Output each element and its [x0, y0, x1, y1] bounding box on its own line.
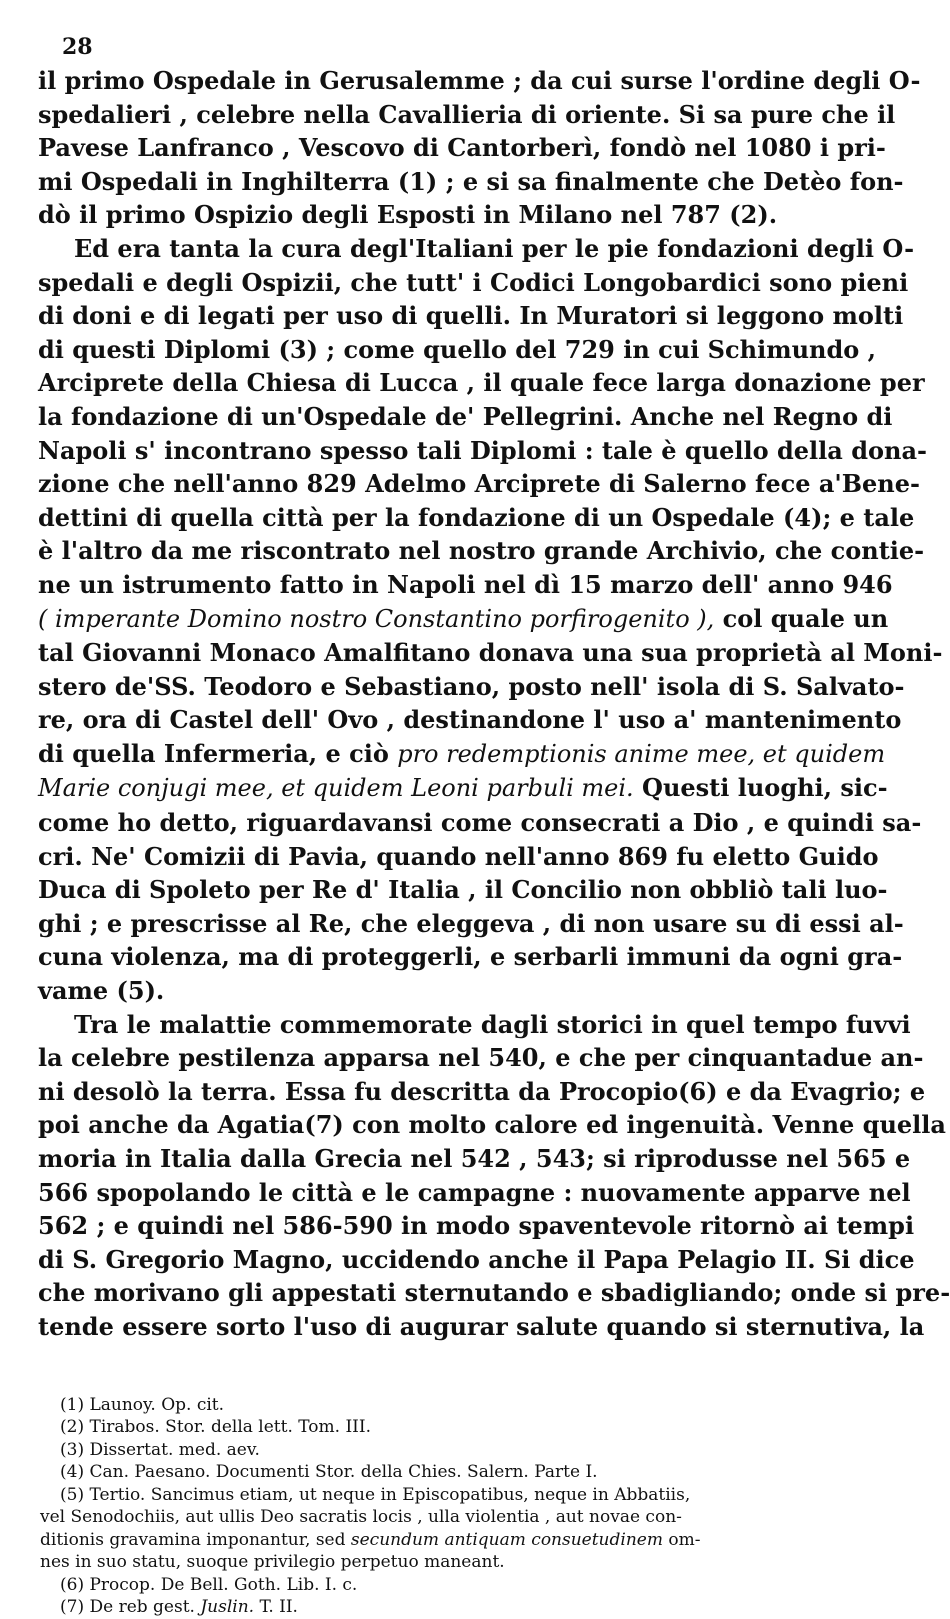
footnote: (6) Procop. De Bell. Goth. Lib. I. c. [60, 1574, 358, 1595]
text-fragment: om- [662, 1529, 701, 1550]
text-fragment: T. II. [254, 1597, 298, 1618]
footnote [38, 1596, 758, 1619]
text-line: la celebre pestilenza apparsa nel 540, e che per cinquantadue an- [38, 1043, 924, 1073]
text-line: ni desolò la terra. Essa fu descritta da Procopio(6) e da Evagrio; e [38, 1076, 926, 1106]
text-fragment: col quale un [714, 603, 889, 633]
text-line: dettini di quella città per la fondazione di un Ospedale (4); e tale [38, 502, 915, 532]
text-line [38, 737, 886, 772]
footnote: (3) Dissertat. med. aev. [60, 1439, 260, 1460]
paragraph-3 [38, 1008, 950, 1344]
footnote: (1) Launoy. Op. cit. [60, 1394, 225, 1415]
paragraph-2 [38, 232, 943, 1008]
text-fragment: ditionis gravamina imponantur, sed [40, 1529, 351, 1550]
text-line: re, ora di Castel dell' Ovo , destinandone l' uso a' mantenimento [38, 705, 902, 735]
text-line: spedali e degli Ospizii, che tutt' i Codici Longobardici sono pieni [38, 267, 909, 297]
text-line: stero de'SS. Teodoro e Sebastiano, posto nell' isola di S. Salvato- [38, 671, 905, 701]
text-fragment: Questi luoghi, sic- [633, 773, 888, 803]
italic-phrase: secundum antiquam consuetudinem [350, 1529, 663, 1550]
text-line: la fondazione di un'Ospedale de' Pellegrini. Anche nel Regno di [38, 401, 893, 431]
text-line: di questi Diplomi (3) ; come quello del 729 in cui Schimundo , [38, 334, 876, 364]
text-line: ghi ; e prescrisse al Re, che eleggeva , di non usare su di essi al- [38, 908, 904, 938]
text-line: poi anche da Agatia(7) con molto calore ed ingenuità. Venne quella [38, 1110, 946, 1140]
text-line: di S. Gregorio Magno, uccidendo anche il Papa Pelagio II. Si dice [38, 1244, 915, 1274]
text-line: come ho detto, riguardavansi come consecrati a Dio , e quindi sa- [38, 808, 922, 838]
text-fragment: di quella Infermeria, e ciò [38, 738, 398, 768]
main-text [38, 64, 950, 1344]
text-line: è l'altro da me riscontrato nel nostro grande Archivio, che contie- [38, 536, 925, 566]
text-line: 562 ; e quindi nel 586-590 in modo spaventevole ritornò ai tempi [38, 1211, 915, 1241]
text-line: moria in Italia dalla Grecia nel 542 , 543; si riprodusse nel 565 e [38, 1144, 911, 1173]
text-fragment: (7) De reb gest. [60, 1597, 201, 1618]
footnotes [38, 1394, 758, 1619]
text-line: che morivano gli appestati sternutando e sbadigliando; onde si pre- [38, 1278, 950, 1308]
text-line: cri. Ne' Comizii di Pavia, quando nell'anno 869 fu eletto Guido [38, 841, 879, 871]
footnote-continuation [38, 1529, 758, 1552]
text-line: Tra le malattie commemorate dagli storici in quel tempo fuvvi [74, 1009, 911, 1039]
text-line: il primo Ospedale in Gerusalemme ; da cui surse l'ordine degli O- [38, 66, 921, 95]
footnote-continuation: vel Senodochiis, aut ullis Deo sacratis locis , ulla violentia , aut novae con- [40, 1507, 682, 1528]
page-number: 28 [62, 34, 93, 60]
italic-phrase: Juslin. [200, 1597, 255, 1618]
text-line: Ed era tanta la cura degl'Italiani per le pie fondazioni degli O- [74, 233, 915, 263]
italic-phrase: pro redemptionis anime mee, et quidem [397, 739, 886, 768]
text-line: ne un istrumento fatto in Napoli nel dì 15 marzo dell' anno 946 [38, 569, 893, 599]
text-line: Arciprete della Chiesa di Lucca , il quale fece larga donazione per [38, 368, 925, 398]
paragraph-1 [38, 64, 921, 232]
text-line: Duca di Spoleto per Re d' Italia , il Concilio non obbliò tali luo- [38, 875, 888, 905]
text-line: vame (5). [38, 976, 165, 1006]
text-line: cuna violenza, ma di proteggerli, e serbarli immuni da ogni gra- [38, 942, 903, 972]
text-line: tal Giovanni Monaco Amalfitano donava una sua proprietà al Moni- [38, 638, 943, 668]
text-line: spedalieri , celebre nella Cavallieria di oriente. Si sa pure che il [38, 99, 896, 129]
text-line: Pavese Lanfranco , Vescovo di Cantorberì, fondò nel 1080 i pri- [38, 133, 886, 163]
text-line: Napoli s' incontrano spesso tali Diplomi : tale è quello della dona- [38, 435, 927, 465]
text-line [38, 771, 888, 806]
italic-phrase: ( imperante Domino nostro Constantino porfirogenito ), [38, 604, 715, 633]
text-line: zione che nell'anno 829 Adelmo Arciprete di Salerno fece a'Bene- [38, 469, 920, 499]
footnote-continuation: nes in suo statu, suoque privilegio perpetuo maneant. [40, 1552, 505, 1573]
text-line: dò il primo Ospizio degli Esposti in Milano nel 787 (2). [38, 200, 778, 230]
text-line [38, 602, 889, 637]
footnote: (4) Can. Paesano. Documenti Stor. della Chies. Salern. Parte I. [60, 1462, 598, 1483]
text-line: 566 spopolando le città e le campagne : nuovamente apparve nel [38, 1177, 911, 1207]
footnote: (5) Tertio. Sancimus etiam, ut neque in Episcopatibus, neque in Abbatiis, [60, 1484, 691, 1505]
text-line: mi Ospedali in Inghilterra (1) ; e si sa finalmente che Detèo fon- [38, 166, 904, 196]
footnote: (2) Tirabos. Stor. della lett. Tom. III. [60, 1417, 372, 1438]
text-line: di doni e di legati per uso di quelli. In Muratori si leggono molti [38, 301, 904, 331]
italic-phrase: Marie conjugi mee, et quidem Leoni parbuli mei. [38, 774, 634, 803]
text-line: tende essere sorto l'uso di augurar salute quando si sternutiva, la [38, 1311, 925, 1341]
